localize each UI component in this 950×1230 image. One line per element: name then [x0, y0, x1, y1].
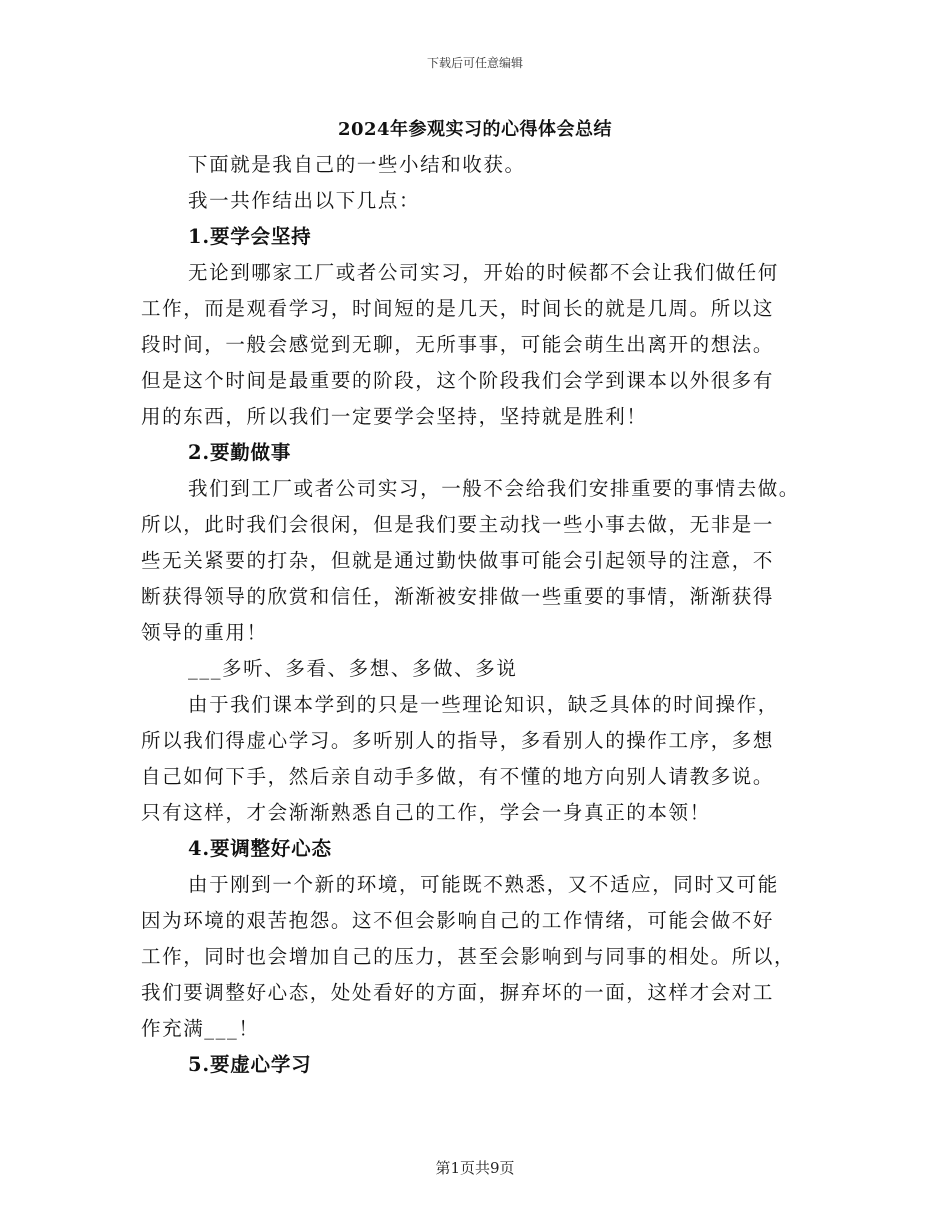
intro-paragraph-1: 下面就是我自己的一些小结和收获。 — [188, 153, 526, 176]
page-header-note: 下载后可任意编辑 — [426, 56, 523, 70]
text-line: 因为环境的艰苦抱怨。这不但会影响自己的工作情绪，可能会做不好 — [141, 909, 775, 932]
text-line: 断获得领导的欣赏和信任，渐渐被安排做一些重要的事情，渐渐获得 — [141, 585, 775, 608]
section-heading-1: 1.要学会坚持 — [188, 225, 312, 248]
text-line: 领导的重用！ — [141, 621, 268, 644]
text-line: 我们要调整好心态，处处看好的方面，摒弃坏的一面，这样才会对工 — [141, 981, 775, 1004]
section-paragraph-1 — [141, 255, 813, 435]
section-heading-2: 2.要勤做事 — [188, 441, 292, 464]
section-heading-5: 5.要虚心学习 — [188, 1053, 312, 1076]
text-line: 工作，而是观看学习，时间短的是几天，时间长的就是几周。所以这 — [141, 297, 775, 320]
section-heading-4: 4.要调整好心态 — [188, 837, 332, 860]
document-body — [141, 147, 813, 1083]
text-line: 用的东西，所以我们一定要学会坚持，坚持就是胜利！ — [141, 405, 648, 428]
text-line: 无论到哪家工厂或者公司实习，开始的时候都不会让我们做任何 — [188, 261, 779, 284]
text-line: 我们到工厂或者公司实习，一般不会给我们安排重要的事情去做。 — [188, 477, 800, 500]
text-line: 只有这样，才会渐渐熟悉自己的工作，学会一身真正的本领！ — [141, 801, 711, 824]
text-line: 所以我们得虚心学习。多听别人的指导，多看别人的操作工序，多想 — [141, 729, 775, 752]
intro-paragraph-2: 我一共作结出以下几点： — [188, 189, 421, 212]
text-line: 段时间，一般会感觉到无聊，无所事事，可能会萌生出离开的想法。 — [141, 333, 775, 356]
text-line: 自己如何下手，然后亲自动手多做，有不懂的地方向别人请教多说。 — [141, 765, 775, 788]
text-line: 作充满___！ — [141, 1017, 260, 1040]
text-line: 由于刚到一个新的环境，可能既不熟悉，又不适应，同时又可能 — [188, 873, 779, 896]
document-title: 2024年参观实习的心得体会总结 — [337, 119, 613, 140]
section-paragraph-3 — [141, 687, 813, 831]
section-heading-3: ___多听、多看、多想、多做、多说 — [188, 657, 518, 680]
section-paragraph-2 — [141, 471, 813, 651]
section-paragraph-4 — [141, 867, 813, 1047]
text-line: 些无关紧要的打杂，但就是通过勤快做事可能会引起领导的注意，不 — [141, 549, 775, 572]
page-number: 第1页共9页 — [435, 1159, 515, 1177]
text-line: 由于我们课本学到的只是一些理论知识，缺乏具体的时间操作， — [188, 693, 779, 716]
text-line: 所以，此时我们会很闲，但是我们要主动找一些小事去做，无非是一 — [141, 513, 775, 536]
text-line: 工作，同时也会增加自己的压力，甚至会影响到与同事的相处。所以， — [141, 945, 796, 968]
text-line: 但是这个时间是最重要的阶段，这个阶段我们会学到课本以外很多有 — [141, 369, 775, 392]
